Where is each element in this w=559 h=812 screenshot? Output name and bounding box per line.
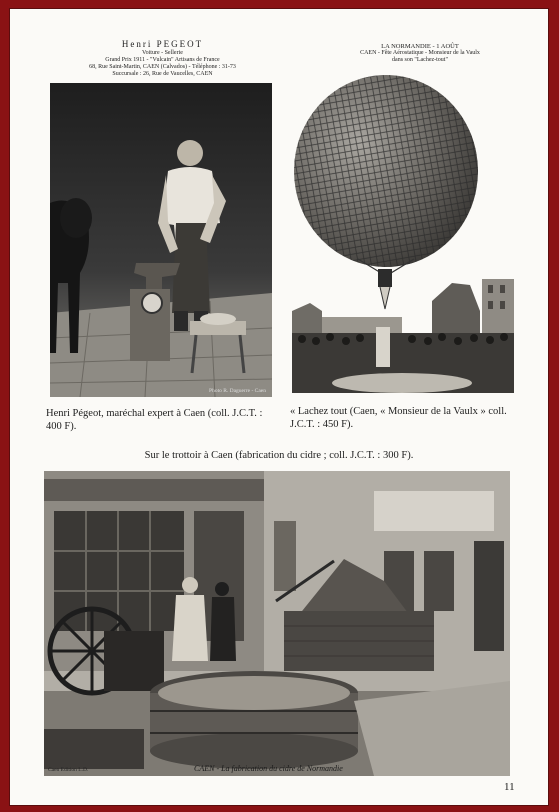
page [9,8,549,806]
imprint-name: Henri PEGEOT [121,39,204,49]
publisher-mark: Caen Edition L.D. [48,767,89,773]
page-number: 11 [504,781,515,793]
imprint-line: dans son "Lachez-tout" [392,57,448,63]
photo-credit: Photo R. Daguerre - Caen [209,388,266,394]
imprint-line: Succursale : 26, Rue de Vaucelles, CAEN [112,71,213,77]
imprint-line: 68, Rue Saint-Martin, CAEN (Calvados) - Téléphone : 31-73 [89,64,236,70]
left-card-caption: Henri Pégeot, maréchal expert à Caen (coll. J.C.T. : 400 F). [46,408,263,432]
blacksmith-illustration [50,83,272,397]
balloon-illustration [292,71,514,393]
imprint-line: CAEN - Fête Aérostatique - Monsieur de la Vaulx [360,50,480,56]
cider-card-title: CAEN - La fabrication du cidre de Normandie [194,764,343,773]
imprint-line: LA NORMANDIE - 1 AOÛT [381,43,459,50]
left-card-imprint [50,39,275,78]
right-card-imprint [320,43,520,64]
cider-illustration [44,471,510,776]
balloon-photo [292,71,514,393]
right-card-caption: « Lachez tout (Caen, « Monsieur de la Vaulx » coll. J.C.T. : 450 F). [290,406,507,430]
imprint-line: Grand Prix 1911 - "Vulcain" Artisans de France [105,57,220,63]
blacksmith-photo [50,83,272,397]
imprint-line: Voiture - Sellerie [142,50,183,56]
middle-caption: Sur le trottoir à Caen (fabrication du cidre ; coll. J.C.T. : 300 F). [144,450,414,461]
cider-making-photo [44,471,510,776]
